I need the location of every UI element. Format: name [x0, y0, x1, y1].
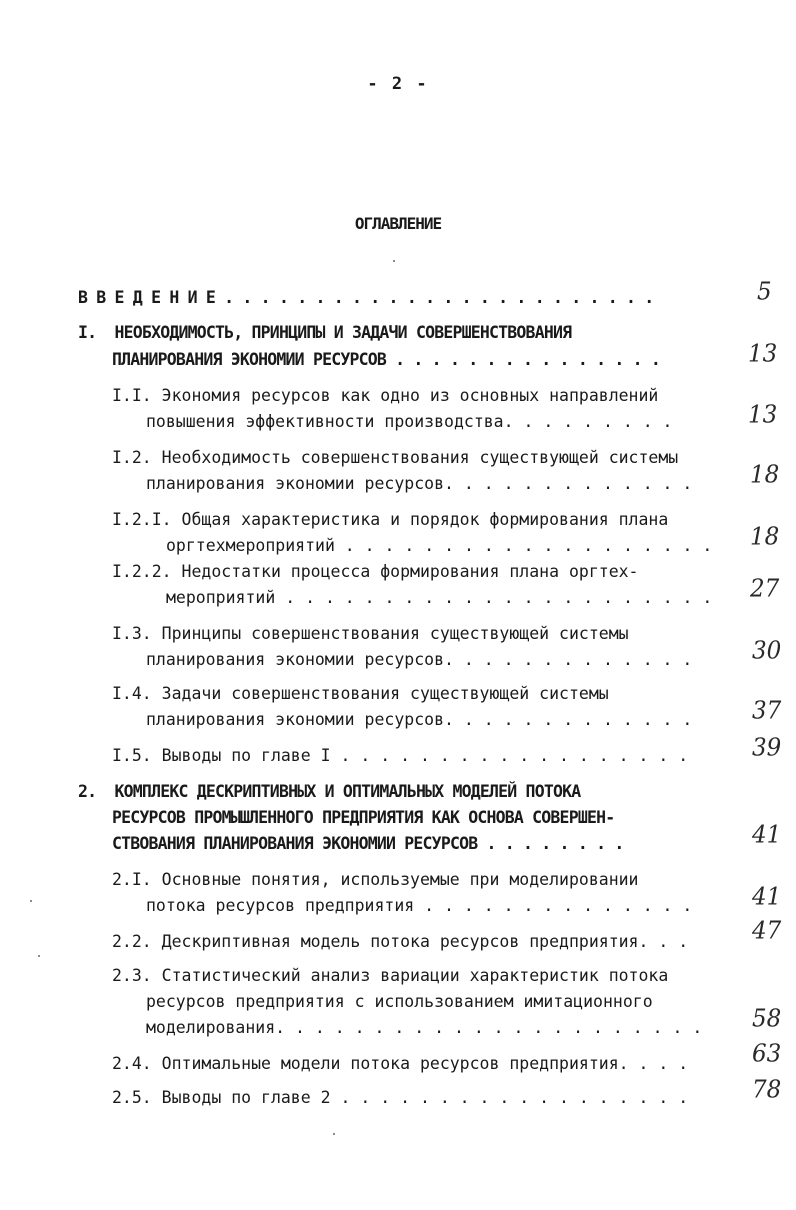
- scan-speck: [30, 900, 32, 902]
- toc-section-1-2-1-line2: оргтехмероприятий . . . . . . . . . . . . . . . . . . .: [166, 536, 713, 555]
- toc-section-1-3-line1: I.3. Принципы совершенствования существующей системы: [112, 624, 629, 643]
- toc-section-1-2-line2: планирования экономии ресурсов. . . . . . . . . . . . .: [146, 474, 693, 493]
- toc-page-chapter-2: 41: [752, 821, 782, 849]
- scan-speck: [38, 955, 40, 957]
- toc-page-section-1-2-1: 18: [750, 523, 780, 551]
- toc-page-section-2-4: 63: [752, 1040, 782, 1068]
- toc-section-1-4-line2: планирования экономии ресурсов. . . . . . . . . . . . .: [146, 710, 693, 729]
- toc-section-2-1-line1: 2.I. Основные понятия, используемые при моделировании: [112, 870, 639, 889]
- toc-page-section-2-5: 78: [752, 1076, 782, 1104]
- toc-page-section-2-1: 41: [752, 883, 782, 911]
- toc-page-intro: 5: [757, 278, 772, 306]
- toc-section-2-1-line2: потока ресурсов предприятия . . . . . . . . . . . . . .: [146, 896, 693, 915]
- toc-section-2-5: 2.5. Выводы по главе 2 . . . . . . . . . . . . . . . . . .: [112, 1088, 689, 1107]
- toc-page-section-1-4: 37: [752, 697, 782, 725]
- toc-section-1-2-line1: I.2. Необходимость совершенствования существующей системы: [112, 448, 679, 467]
- toc-section-1-2-2-line2: мероприятий . . . . . . . . . . . . . . . . . . . . . .: [166, 588, 713, 607]
- toc-section-2-3-line1: 2.3. Статистический анализ вариации характеристик потока: [112, 966, 669, 985]
- toc-section-1-2-2-line1: I.2.2. Недостатки процесса формирования плана оргтех-: [112, 562, 639, 581]
- toc-chapter-1-line1: I. НЕОБХОДИМОСТЬ, ПРИНЦИПЫ И ЗАДАЧИ СОВЕРШЕНСТВОВАНИЯ: [78, 323, 572, 342]
- toc-chapter-2-line2: РЕСУРСОВ ПРОМЫШЛЕННОГО ПРЕДПРИЯТИЯ КАК ОСНОВА СОВЕРШЕН-: [112, 808, 615, 827]
- toc-section-1-2-1-line1: I.2.I. Общая характеристика и порядок формирования плана: [112, 510, 669, 529]
- toc-page-section-1-2: 18: [750, 461, 780, 489]
- toc-section-2-3-line2: ресурсов предприятия с использованием имитационного: [146, 992, 653, 1011]
- toc-page-section-2-3: 58: [752, 1005, 782, 1033]
- scan-speck: [393, 260, 395, 262]
- toc-chapter-2-line1: 2. КОМПЛЕКС ДЕСКРИПТИВНЫХ И ОПТИМАЛЬНЫХ МОДЕЛЕЙ ПОТОКА: [78, 782, 581, 801]
- toc-chapter-2-line3: СТВОВАНИЯ ПЛАНИРОВАНИЯ ЭКОНОМИИ РЕСУРСОВ . . . . . . . .: [112, 834, 624, 853]
- toc-page-section-1-5: 39: [752, 734, 782, 762]
- toc-chapter-1-line2: ПЛАНИРОВАНИЯ ЭКОНОМИИ РЕСУРСОВ . . . . . . . . . . . . . . .: [112, 350, 661, 369]
- toc-entry-intro: В В Е Д Е Н И Е . . . . . . . . . . . . . . . . . . . . . . . .: [78, 288, 654, 307]
- page-title: ОГЛАВЛЕНИЕ: [354, 214, 442, 233]
- toc-section-1-1-line2: повышения эффективности производства. . . . . . . . .: [146, 412, 673, 431]
- toc-section-2-3-line3: моделирования. . . . . . . . . . . . . . . . . . . . . .: [146, 1018, 703, 1037]
- toc-page-section-1-2-2: 27: [750, 575, 780, 603]
- scan-speck: [333, 1133, 335, 1135]
- toc-section-1-1-line1: I.I. Экономия ресурсов как одно из основных направлений: [112, 386, 659, 405]
- toc-section-1-4-line1: I.4. Задачи совершенствования существующей системы: [112, 684, 609, 703]
- toc-page-section-1-1: 13: [748, 401, 778, 429]
- toc-section-2-4: 2.4. Оптимальные модели потока ресурсов предприятия. . . .: [112, 1054, 689, 1073]
- toc-section-1-5: I.5. Выводы по главе I . . . . . . . . . . . . . . . . . .: [112, 746, 689, 765]
- toc-page-chapter-1: 13: [748, 340, 778, 368]
- toc-section-2-2: 2.2. Дескриптивная модель потока ресурсов предприятия. . .: [112, 932, 689, 951]
- toc-page-section-1-3: 30: [752, 637, 782, 665]
- toc-page-section-2-2: 47: [752, 917, 782, 945]
- page-number: - 2 -: [367, 74, 429, 94]
- toc-section-1-3-line2: планирования экономии ресурсов. . . . . . . . . . . . .: [146, 650, 693, 669]
